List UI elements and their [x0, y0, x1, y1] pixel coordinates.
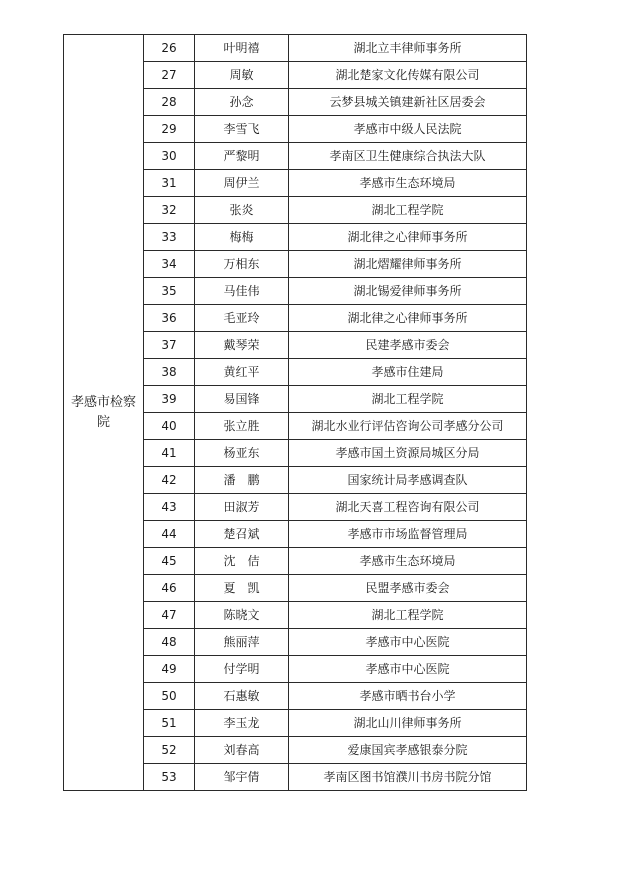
- row-number: 36: [144, 305, 195, 332]
- table-row: [64, 35, 527, 62]
- organization-name: 湖北工程学院: [289, 197, 527, 224]
- row-number: 37: [144, 332, 195, 359]
- row-number: 27: [144, 62, 195, 89]
- person-name: 李雪飞: [195, 116, 289, 143]
- row-number: 44: [144, 521, 195, 548]
- person-name: 叶明禧: [195, 35, 289, 62]
- person-name: 潘 鹏: [195, 467, 289, 494]
- organization-name: 云梦县城关镇建新社区居委会: [289, 89, 527, 116]
- row-number: 32: [144, 197, 195, 224]
- organization-name: 民建孝感市委会: [289, 332, 527, 359]
- person-name: 戴琴荣: [195, 332, 289, 359]
- person-name: 周敏: [195, 62, 289, 89]
- row-number: 53: [144, 764, 195, 791]
- row-number: 35: [144, 278, 195, 305]
- row-number: 41: [144, 440, 195, 467]
- organization-name: 孝感市生态环境局: [289, 170, 527, 197]
- roster-body: [64, 35, 527, 791]
- organization-name: 湖北立丰律师事务所: [289, 35, 527, 62]
- organization-name: 湖北律之心律师事务所: [289, 224, 527, 251]
- person-name: 沈 佶: [195, 548, 289, 575]
- organization-name: 孝感市住建局: [289, 359, 527, 386]
- organization-name: 湖北工程学院: [289, 602, 527, 629]
- person-name: 熊丽萍: [195, 629, 289, 656]
- person-name: 付学明: [195, 656, 289, 683]
- row-number: 49: [144, 656, 195, 683]
- organization-name: 湖北天喜工程咨询有限公司: [289, 494, 527, 521]
- organization-name: 孝感市生态环境局: [289, 548, 527, 575]
- organization-name: 国家统计局孝感调查队: [289, 467, 527, 494]
- row-number: 29: [144, 116, 195, 143]
- person-name: 万相东: [195, 251, 289, 278]
- person-name: 毛亚玲: [195, 305, 289, 332]
- row-number: 42: [144, 467, 195, 494]
- row-number: 40: [144, 413, 195, 440]
- row-number: 39: [144, 386, 195, 413]
- person-name: 孙念: [195, 89, 289, 116]
- person-name: 楚召斌: [195, 521, 289, 548]
- person-name: 易国锋: [195, 386, 289, 413]
- person-name: 邹宇倩: [195, 764, 289, 791]
- row-number: 34: [144, 251, 195, 278]
- person-name: 黄红平: [195, 359, 289, 386]
- person-name: 田淑芳: [195, 494, 289, 521]
- person-name: 夏 凯: [195, 575, 289, 602]
- person-name: 石惠敏: [195, 683, 289, 710]
- row-number: 26: [144, 35, 195, 62]
- organization-name: 湖北楚家文化传媒有限公司: [289, 62, 527, 89]
- organization-name: 孝南区卫生健康综合执法大队: [289, 143, 527, 170]
- roster-table: [63, 34, 527, 791]
- organization-name: 湖北熠耀律师事务所: [289, 251, 527, 278]
- person-name: 杨亚东: [195, 440, 289, 467]
- row-number: 52: [144, 737, 195, 764]
- person-name: 梅梅: [195, 224, 289, 251]
- organization-name: 湖北律之心律师事务所: [289, 305, 527, 332]
- unit-cell: 孝感市检察院: [64, 35, 144, 791]
- roster-sheet: [63, 34, 527, 791]
- organization-name: 孝感市晒书台小学: [289, 683, 527, 710]
- person-name: 陈晓文: [195, 602, 289, 629]
- person-name: 刘春高: [195, 737, 289, 764]
- person-name: 李玉龙: [195, 710, 289, 737]
- organization-name: 孝感市市场监督管理局: [289, 521, 527, 548]
- row-number: 28: [144, 89, 195, 116]
- row-number: 46: [144, 575, 195, 602]
- organization-name: 爱康国宾孝感银泰分院: [289, 737, 527, 764]
- row-number: 48: [144, 629, 195, 656]
- organization-name: 湖北山川律师事务所: [289, 710, 527, 737]
- organization-name: 孝感市中心医院: [289, 629, 527, 656]
- organization-name: 孝感市中心医院: [289, 656, 527, 683]
- organization-name: 民盟孝感市委会: [289, 575, 527, 602]
- organization-name: 湖北工程学院: [289, 386, 527, 413]
- row-number: 31: [144, 170, 195, 197]
- row-number: 43: [144, 494, 195, 521]
- organization-name: 湖北锡爱律师事务所: [289, 278, 527, 305]
- row-number: 51: [144, 710, 195, 737]
- person-name: 张立胜: [195, 413, 289, 440]
- organization-name: 孝南区图书馆濮川书房书院分馆: [289, 764, 527, 791]
- row-number: 47: [144, 602, 195, 629]
- organization-name: 湖北水业行评估咨询公司孝感分公司: [289, 413, 527, 440]
- organization-name: 孝感市中级人民法院: [289, 116, 527, 143]
- row-number: 38: [144, 359, 195, 386]
- person-name: 周伊兰: [195, 170, 289, 197]
- organization-name: 孝感市国土资源局城区分局: [289, 440, 527, 467]
- row-number: 30: [144, 143, 195, 170]
- row-number: 50: [144, 683, 195, 710]
- row-number: 33: [144, 224, 195, 251]
- person-name: 严黎明: [195, 143, 289, 170]
- person-name: 马佳伟: [195, 278, 289, 305]
- person-name: 张炎: [195, 197, 289, 224]
- row-number: 45: [144, 548, 195, 575]
